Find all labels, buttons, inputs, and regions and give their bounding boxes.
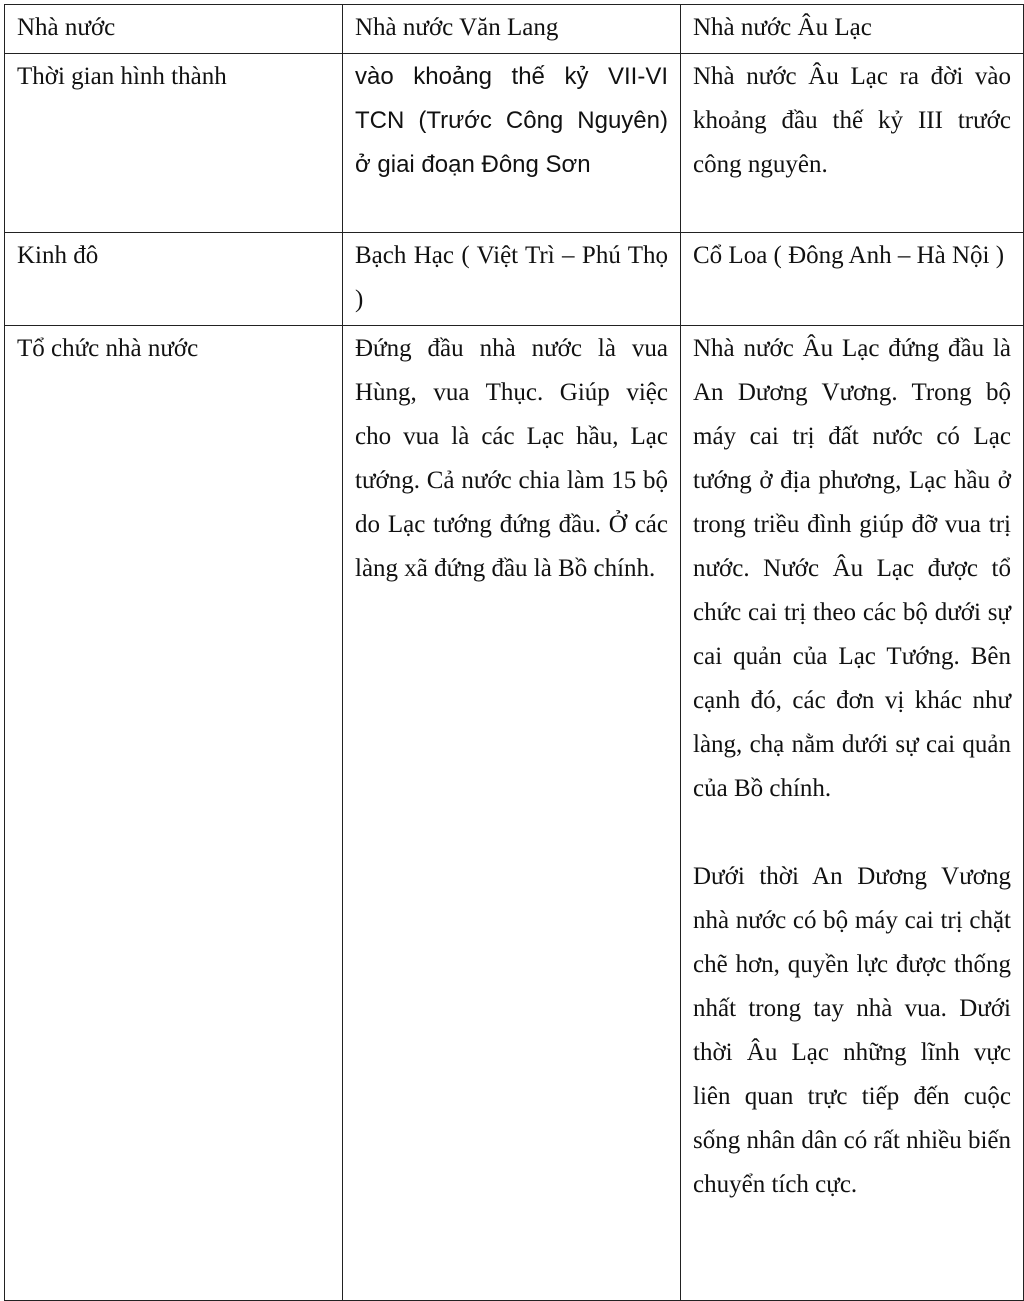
table-row-capital	[5, 233, 1024, 326]
row-label-capital: Kinh đô	[17, 242, 99, 269]
au-lac-formation-text: Nhà nước Âu Lạc ra đời vào khoảng đầu thế kỷ III trước công nguyên.	[693, 63, 1011, 178]
row-label-state-organization: Tổ chức nhà nước	[17, 335, 199, 362]
au-lac-capital-text: Cổ Loa ( Đông Anh – Hà Nội )	[693, 242, 1005, 269]
header-cell-au-lac	[681, 5, 1024, 54]
van-lang-formation-cell	[343, 54, 681, 233]
van-lang-formation-text: vào khoảng thế kỷ VII-VI TCN (Trước Công Nguyên) ở giai đoạn Đông Sơn	[355, 63, 668, 178]
table-row-state-organization	[5, 326, 1024, 1301]
row-label-formation-time: Thời gian hình thành	[17, 63, 227, 90]
header-label-van-lang: Nhà nước Văn Lang	[355, 14, 559, 41]
table-header-row	[5, 5, 1024, 54]
header-label-au-lac: Nhà nước Âu Lạc	[693, 14, 872, 41]
van-lang-organization-text: Đứng đầu nhà nước là vua Hùng, vua Thục. Giúp việc cho vua là các Lạc hầu, Lạc tướng. Cả nước chia làm 15 bộ do Lạc tướng đứng đầu. Ở các làng xã đứng đầu là Bồ chính.	[355, 335, 668, 582]
row-label-cell	[5, 326, 343, 1301]
row-label-cell	[5, 233, 343, 326]
au-lac-formation-cell	[681, 54, 1024, 233]
header-cell-state	[5, 5, 343, 54]
row-label-cell	[5, 54, 343, 233]
comparison-table	[4, 4, 1024, 1301]
van-lang-capital-text: Bạch Hạc ( Việt Trì – Phú Thọ )	[355, 242, 668, 313]
au-lac-capital-cell	[681, 233, 1024, 326]
table-row-formation-time	[5, 54, 1024, 233]
van-lang-organization-cell	[343, 326, 681, 1301]
van-lang-capital-cell	[343, 233, 681, 326]
au-lac-organization-paragraph-1: Nhà nước Âu Lạc đứng đầu là An Dương Vương. Trong bộ máy cai trị đất nước có Lạc tướng ở địa phương, Lạc hầu ở trong triều đình giúp đỡ vua trị nước. Nước Âu Lạc được tổ chức cai trị theo các bộ dưới sự cai quản của Lạc Tướng. Bên cạnh đó, các đơn vị khác như làng, chạ nằm dưới sự cai quản của Bồ chính.	[693, 335, 1011, 802]
au-lac-organization-paragraph-2: Dưới thời An Dương Vương nhà nước có bộ máy cai trị chặt chẽ hơn, quyền lực được thống nhất trong tay nhà vua. Dưới thời Âu Lạc những lĩnh vực liên quan trực tiếp đến cuộc sống nhân dân có rất nhiều biến chuyển tích cực.	[693, 863, 1011, 1198]
header-label-state: Nhà nước	[17, 14, 116, 41]
header-cell-van-lang	[343, 5, 681, 54]
au-lac-organization-cell	[681, 326, 1024, 1301]
